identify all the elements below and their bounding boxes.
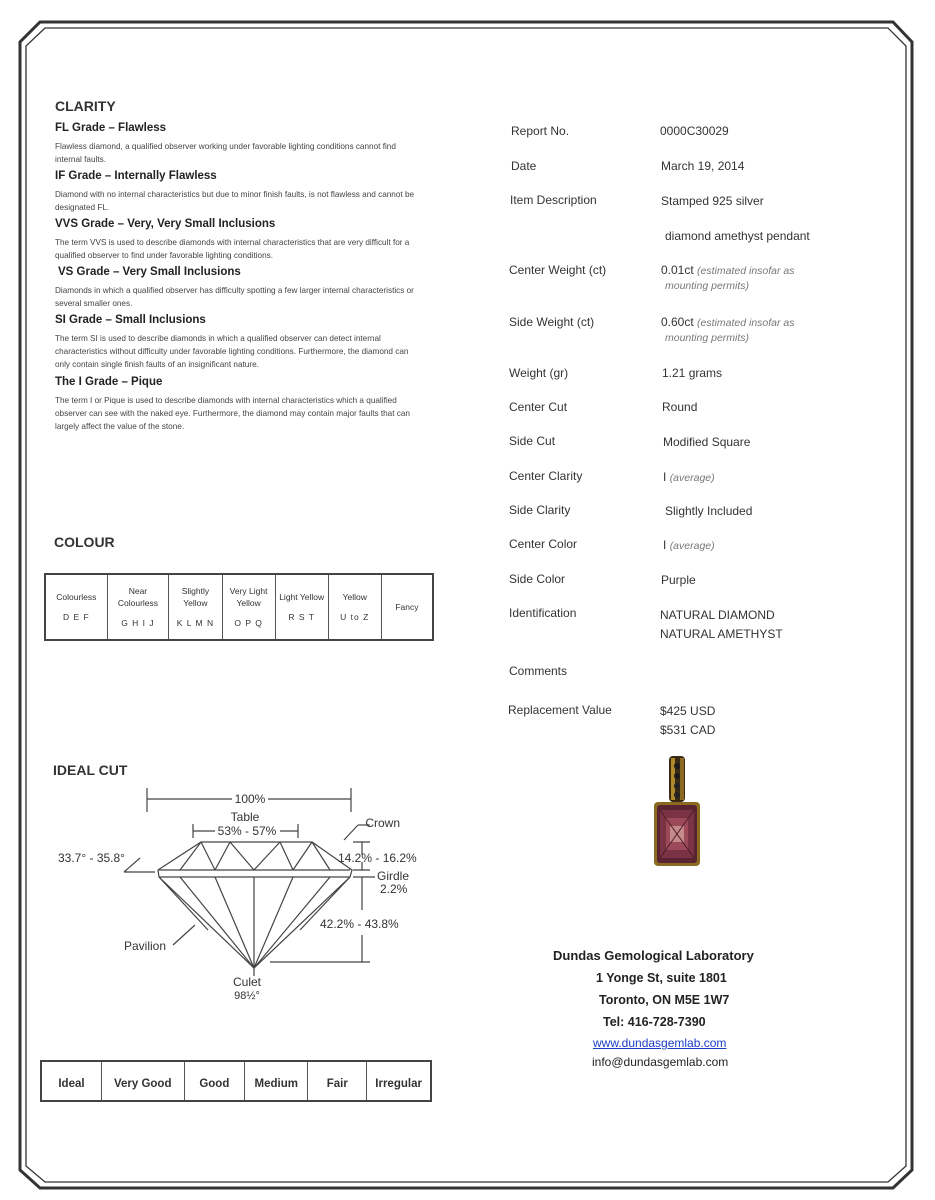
colour-cell bbox=[107, 574, 169, 640]
report-label: Side Weight (ct) bbox=[509, 315, 595, 329]
clarity-grade-title: SI Grade – Small Inclusions bbox=[55, 314, 206, 326]
report-value bbox=[663, 470, 715, 484]
crown-label: Crown bbox=[365, 816, 400, 830]
report-value: $531 CAD bbox=[660, 723, 716, 737]
report-value: $425 USD bbox=[660, 704, 716, 718]
report-value bbox=[661, 263, 795, 292]
lab-phone: Tel: 416-728-7390 bbox=[603, 1015, 706, 1029]
value-note: mounting permits) bbox=[665, 280, 750, 292]
culet-label: Culet bbox=[232, 975, 262, 989]
report-label: Side Clarity bbox=[509, 503, 571, 517]
colour-code: K L M N bbox=[176, 618, 215, 628]
report-value: 0000C30029 bbox=[660, 124, 729, 138]
clarity-heading: CLARITY bbox=[55, 98, 116, 114]
report-label: Center Weight (ct) bbox=[509, 263, 607, 277]
report-label: Center Cut bbox=[509, 400, 568, 414]
clarity-grade-title: FL Grade – Flawless bbox=[55, 122, 167, 134]
colour-code: D E F bbox=[62, 612, 90, 622]
colour-heading: COLOUR bbox=[54, 534, 115, 550]
clarity-grade-desc: Flawless diamond, a qualified observer working under favorable lighting conditions cannot find internal faults. bbox=[55, 142, 396, 164]
cut-grade-cell: Very Good bbox=[101, 1061, 184, 1101]
culet-value: 98½° bbox=[234, 990, 260, 1002]
cut-grade-cell: Irregular bbox=[367, 1061, 431, 1101]
colour-label: Colourless bbox=[56, 592, 97, 602]
report-label: Side Cut bbox=[509, 434, 556, 448]
report-value: Round bbox=[662, 400, 698, 414]
clarity-grade-desc: The term I or Pique is used to describe diamonds with internal characteristics which a qualified observer can see with the naked eye. Furthermore, the diamond may contain major faults that can largely affect the value of the stone. bbox=[55, 396, 410, 431]
cut-grade-cell: Good bbox=[184, 1061, 245, 1101]
clarity-grade-desc: The term SI is used to describe diamonds in which a qualified observer can detect internal characteristics without difficulty under favorable lighting conditions. Furthermore, the diamond can only contain single finish faults of an insignificant nature. bbox=[55, 334, 409, 369]
lab-email[interactable]: info@dundasgemlab.com bbox=[592, 1055, 729, 1069]
colour-cell bbox=[328, 574, 381, 640]
lab-name: Dundas Gemological Laboratory bbox=[553, 948, 754, 963]
clarity-grade-desc: Diamond with no internal characteristics but due to minor finish faults, is not flawless and cannot be designated FL. bbox=[55, 190, 415, 212]
colour-label: Near Colourless bbox=[117, 586, 159, 608]
diamond-proportions-diagram bbox=[40, 780, 440, 1020]
value-text: I bbox=[663, 470, 667, 484]
colour-label: Yellow bbox=[342, 592, 367, 602]
clarity-grade-desc: The term VVS is used to describe diamonds with internal characteristics that are very difficult for a qualified observer to find under favorable lighting conditions. bbox=[55, 238, 410, 260]
report-value: Stamped 925 silver bbox=[661, 194, 764, 208]
pavilion-label: Pavilion bbox=[124, 939, 167, 953]
value-note: (estimated insofar as bbox=[697, 317, 795, 329]
girdle-value: 2.2% bbox=[380, 882, 408, 896]
clarity-grade-title: The I Grade – Pique bbox=[55, 376, 163, 388]
report-value: March 19, 2014 bbox=[661, 159, 745, 173]
cut-grade-cell: Ideal bbox=[41, 1061, 101, 1101]
colour-code: G H I J bbox=[121, 618, 155, 628]
report-label: Center Color bbox=[509, 537, 578, 551]
colour-label: Fancy bbox=[395, 602, 419, 612]
cut-grade-cell: Fair bbox=[308, 1061, 367, 1101]
crown-height: 14.2% - 16.2% bbox=[338, 851, 417, 865]
value-text: I bbox=[663, 538, 667, 552]
report-value: Purple bbox=[661, 573, 696, 587]
clarity-grade-title: VVS Grade – Very, Very Small Inclusions bbox=[55, 218, 276, 230]
crown-angle: 33.7° - 35.8° bbox=[58, 851, 125, 865]
report-label: Identification bbox=[509, 606, 577, 620]
report-label: Comments bbox=[509, 664, 568, 678]
colour-code: O P Q bbox=[234, 618, 263, 628]
girdle-label: Girdle bbox=[377, 869, 410, 883]
report-value: 1.21 grams bbox=[662, 366, 723, 380]
report-label: Side Color bbox=[509, 572, 566, 586]
value-note: mounting permits) bbox=[665, 332, 750, 344]
cut-grade-cell: Medium bbox=[245, 1061, 308, 1101]
report-label: Center Clarity bbox=[509, 469, 583, 483]
colour-code: R S T bbox=[288, 612, 315, 622]
report-value: Modified Square bbox=[663, 435, 751, 449]
report-label: Date bbox=[511, 159, 537, 173]
colour-label: Very Light Yellow bbox=[229, 586, 268, 608]
ideal-cut-heading: IDEAL CUT bbox=[53, 762, 128, 778]
cut-grade-table bbox=[40, 1060, 432, 1102]
colour-code: U to Z bbox=[340, 612, 370, 622]
colour-label: Light Yellow bbox=[279, 592, 325, 602]
pavilion-depth: 42.2% - 43.8% bbox=[320, 917, 399, 931]
pendant-photo bbox=[640, 752, 720, 872]
clarity-grade-desc: Diamonds in which a qualified observer has difficulty spotting a few larger internal characteristics or several smaller ones. bbox=[55, 286, 414, 308]
width-label: 100% bbox=[234, 792, 266, 806]
lab-website-link[interactable]: www.dundasgemlab.com bbox=[593, 1036, 727, 1050]
colour-scale-table bbox=[44, 573, 434, 641]
table-range: 53% - 57% bbox=[217, 824, 277, 838]
value-text: 0.60ct bbox=[661, 315, 694, 329]
value-text: 0.01ct bbox=[661, 263, 694, 277]
value-note: (average) bbox=[669, 472, 715, 484]
colour-cell bbox=[169, 574, 222, 640]
value-note: (average) bbox=[669, 540, 715, 552]
report-value bbox=[663, 538, 715, 552]
report-value: NATURAL DIAMOND bbox=[660, 608, 775, 622]
report-value: diamond amethyst pendant bbox=[665, 229, 810, 243]
report-value: NATURAL AMETHYST bbox=[660, 627, 783, 641]
table-label: Table bbox=[230, 810, 260, 824]
report-label: Replacement Value bbox=[508, 703, 612, 717]
colour-cell bbox=[45, 574, 107, 640]
colour-cell bbox=[222, 574, 275, 640]
report-value bbox=[661, 315, 795, 344]
colour-label: Slightly Yellow bbox=[181, 586, 210, 608]
report-label: Weight (gr) bbox=[509, 366, 569, 380]
report-label: Report No. bbox=[511, 124, 570, 138]
lab-address-line1: 1 Yonge St, suite 1801 bbox=[596, 971, 727, 985]
value-note: (estimated insofar as bbox=[697, 265, 795, 277]
lab-address-line2: Toronto, ON M5E 1W7 bbox=[599, 993, 730, 1007]
clarity-grade-title: VS Grade – Very Small Inclusions bbox=[58, 266, 241, 278]
report-label: Item Description bbox=[510, 193, 597, 207]
colour-cell bbox=[275, 574, 328, 640]
report-value: Slightly Included bbox=[665, 504, 753, 518]
colour-cell bbox=[381, 574, 433, 640]
clarity-grade-title: IF Grade – Internally Flawless bbox=[55, 170, 217, 182]
